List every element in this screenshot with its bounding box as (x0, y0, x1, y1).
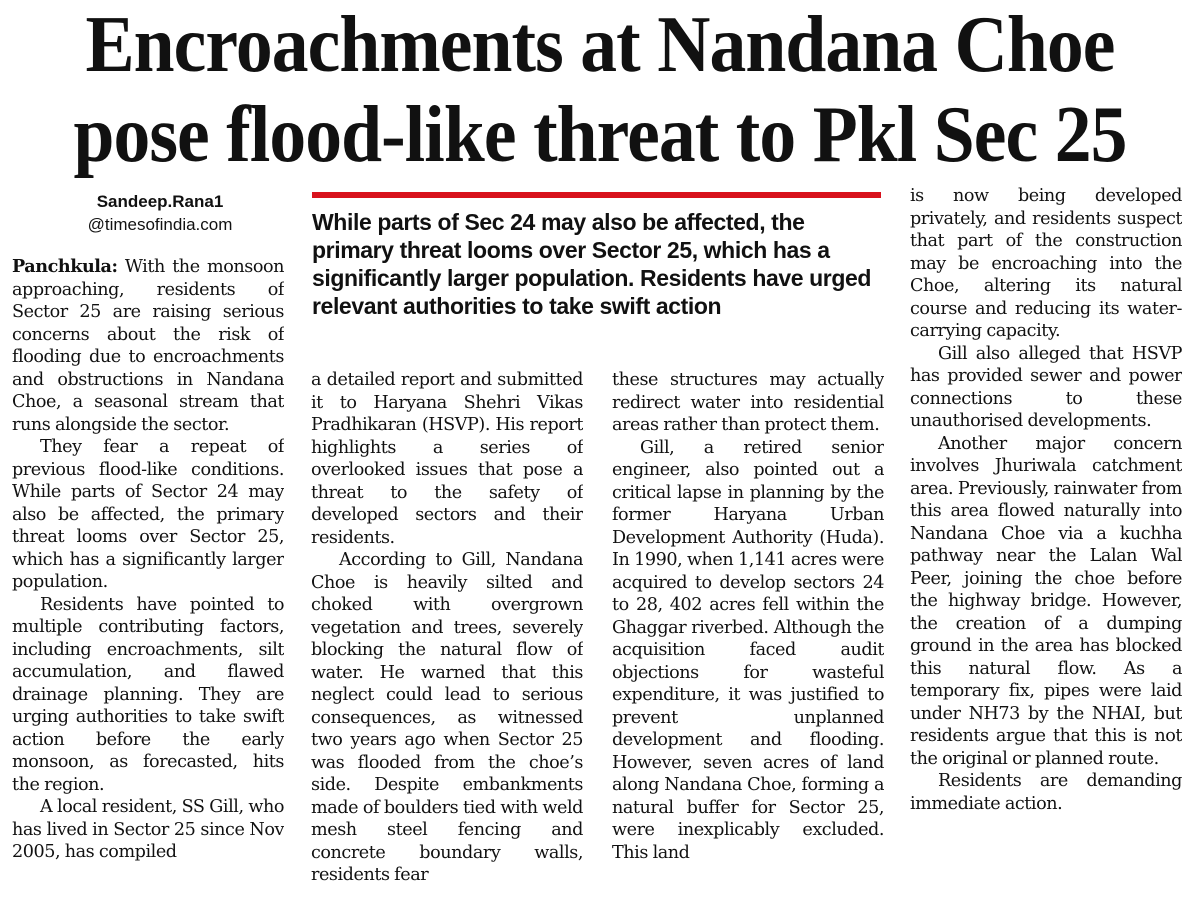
article-paragraph: is now being developed privately, and residents suspect that part of the construction may be encroaching into the Choe, altering its natural course and reducing its water-carrying capacity. (910, 186, 1182, 341)
byline-author: Sandeep.Rana1 (96, 192, 224, 211)
article-column-3 (612, 369, 884, 902)
article-paragraph (12, 256, 284, 436)
article-paragraph: They fear a repeat of previous flood-like conditions. While parts of Sector 24 may also be affected, the primary threat looms over Sector 25, which has a significantly larger population. (12, 437, 284, 592)
article-column-4 (910, 185, 1182, 902)
article-paragraph: Residents have pointed to multiple contributing factors, including encroachments, silt accumulation, and flawed drainage planning. They are urging authorities to take swift action before the early monsoon, as forecasted, hits the region. (12, 594, 284, 795)
article-paragraph: these structures may actually redirect water into residential areas rather than protect them. (612, 370, 884, 435)
article-paragraph: Residents are demanding immediate action. (910, 771, 1182, 814)
article-paragraph: According to Gill, Nandana Choe is heavily silted and choked with overgrown vegetation and trees, severely blocking the natural flow of water. He warned that this neglect could lead to serious consequences, as witnessed two years ago when Sector 25 was flooded from the choe’s side. Despite embankments made of boulders tied with weld mesh steel fencing and concrete boundary walls, residents fear (311, 550, 583, 885)
headline (0, 0, 1200, 180)
pullquote: While parts of Sec 24 may also be affected, the primary threat looms over Sector 25, which has a significantly larger population. Residents have urged relevant authorities to take swift action (312, 209, 872, 319)
byline (60, 190, 260, 236)
article-column-1 (12, 256, 284, 902)
pullquote-accent-rule (312, 192, 881, 198)
article-column-2 (311, 369, 583, 902)
dateline: Panchkula: (12, 256, 118, 277)
headline-line-2: pose flood-like threat to Pkl Sec 25 (73, 91, 1127, 179)
article-paragraph: a detailed report and submitted it to Haryana Shehri Vikas Pradhikaran (HSVP). His report highlights a series of overlooked issues that pose a threat to the safety of developed sectors and their residents. (311, 370, 583, 548)
byline-handle: @timesofindia.com (87, 215, 233, 234)
article-paragraph-text: With the monsoon approaching, residents of Sector 25 are raising serious concerns about the risk of flooding due to encroachments and obstructions in Nandana Choe, a seasonal stream that runs alongside the sector. (12, 257, 284, 435)
article-paragraph: Another major concern involves Jhuriwala catchment area. Previously, rainwater from this area flowed naturally into Nandana Choe via a kuchha pathway near the Lalan Wal Peer, joining the choe before the highway bridge. However, the creation of a dumping ground in the area has blocked this natural flow. As a temporary fix, pipes were laid under NH73 by the NHAI, but residents argue that this is not the original or planned route. (910, 433, 1182, 769)
article-paragraph: Gill also alleged that HSVP has provided sewer and power connections to these unauthorised developments. (910, 343, 1182, 431)
article-paragraph: A local resident, SS Gill, who has lived in Sector 25 since Nov 2005, has compiled (12, 797, 284, 862)
headline-line-1: Encroachments at Nandana Choe (85, 1, 1115, 89)
article-paragraph: Gill, a retired senior engineer, also pointed out a critical lapse in planning by the former Haryana Urban Development Authority (Huda). In 1990, when 1,141 acres were acquired to develop sectors 24 to 28, 402 acres fell within the Ghaggar riverbed. Although the acquisition faced audit objections for wasteful expenditure, it was justified to prevent unplanned development and flooding. However, seven acres of land along Nandana Choe, forming a natural buffer for Sector 25, were inexplicably excluded. This land (612, 437, 884, 863)
